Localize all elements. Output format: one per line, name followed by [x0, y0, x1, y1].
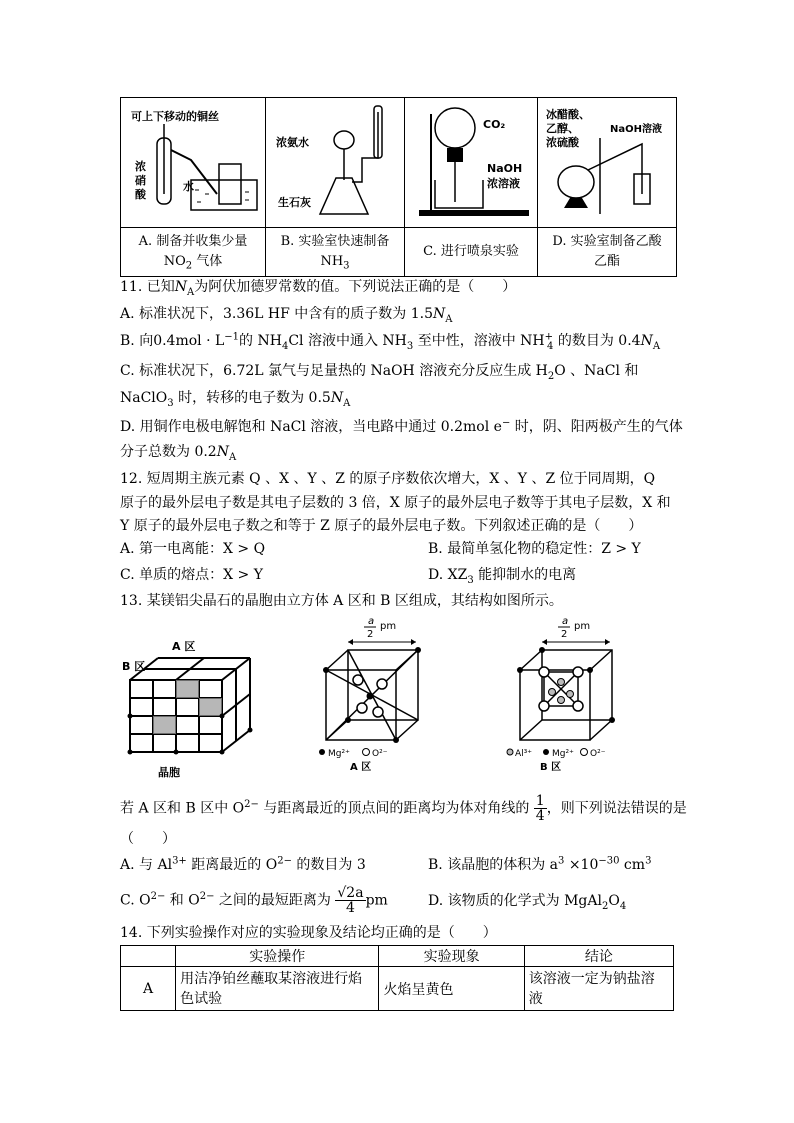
label-ethanol: 乙醇、 — [546, 122, 579, 135]
label-naoh-solution: NaOH溶液 — [610, 124, 662, 135]
q11-option-d-line2: 分子总数为 $0.2N_A$ — [120, 444, 237, 463]
q11-option-a: A. 标准状况下，3.36L HF 中含有的质子数为 $1.5N_A$ — [120, 306, 453, 325]
q11-option-c-line1: C. 标准状况下，6.72L 氯气与足量热的 NaOH 溶液充分反应生成 $H_2O$ 、NaCl 和 — [120, 363, 639, 382]
label-copper-wire: 可上下移动的铜丝 — [131, 110, 219, 123]
legend-al: Al³⁺ — [515, 749, 533, 759]
q14-header-phenomenon: 实验现象 — [379, 946, 524, 967]
q13-paren: （ ） — [120, 831, 176, 847]
q12-stem-line1: 12. 短周期主族元素 Q 、X 、Y 、Z 的原子序数依次增大，X 、Y 、Z 位于同周期，Q — [120, 471, 656, 487]
q14-row-phenomenon: 火焰呈黄色 — [379, 967, 524, 1011]
q11-option-d-line1: D. 用铜作电极电解饱和 NaCl 溶液，当电路中通过 0.2mol e− 时，阴、阳两极产生的气体 — [120, 417, 683, 435]
label-b-zone: B 区 — [122, 660, 146, 673]
q10-fig-b — [266, 98, 405, 228]
q13-fig-unit-cell — [118, 630, 258, 780]
label-ammonia: 浓氨水 — [276, 136, 309, 149]
q13-fig-a-zone — [306, 612, 426, 772]
dim-a-unit: pm — [380, 621, 397, 632]
q14-stem: 14. 下列实验操作对应的实验现象及结论均正确的是（ ） — [120, 925, 497, 941]
label-a-zone-caption: A 区 — [350, 762, 372, 772]
q13-stem: 13. 某镁铝尖晶石的晶胞由立方体 A 区和 B 区组成，其结构如图所示。 — [120, 593, 563, 609]
q14-row-operation: 用洁净铂丝蘸取某溶液进行焰 色试验 — [176, 967, 379, 1011]
q11-stem: 11. 已知$N_A$为阿伏加德罗常数的值。下列说法正确的是（ ） — [120, 279, 517, 298]
label-b-zone-caption: B 区 — [540, 762, 562, 772]
legend-mg: Mg²⁺ — [328, 749, 350, 759]
label-xiao: 硝 — [135, 174, 146, 187]
q12-option-a: A. 第一电离能：X > Q — [120, 541, 266, 557]
dim-a-num: a — [368, 616, 375, 627]
q10-fig-d — [538, 98, 677, 228]
legend-mg-b: Mg²⁺ — [552, 749, 574, 759]
q12-stem-line3: Y 原子的最外层电子数之和等于 Z 原子的最外层电子数。下列叙述正确的是（ ） — [120, 518, 643, 534]
q14-header-conclusion: 结论 — [524, 946, 673, 967]
label-suan: 酸 — [135, 188, 146, 201]
label-quicklime: 生石灰 — [278, 196, 311, 209]
q13-option-b: B. 该晶胞的体积为 $a^3 \times 10^{-30}$ $cm^3$ — [428, 855, 652, 873]
label-water: 水 — [183, 180, 194, 193]
label-acetic: 冰醋酸、 — [546, 108, 590, 121]
q10-caption-b: B. 实验室快速制备 $NH_3$ — [266, 228, 405, 277]
q10-caption-a: A. 制备并收集少量 $NO_2$ 气体 — [121, 228, 266, 277]
q10-caption-d: D. 实验室制备乙酸 乙酯 — [538, 228, 677, 277]
dim-a-den: 2 — [367, 629, 374, 640]
label-co2: CO₂ — [483, 118, 506, 131]
legend-o: O²⁻ — [372, 749, 388, 759]
label-nong: 浓 — [135, 160, 146, 173]
q12-option-b: B. 最简单氢化物的稳定性：Z > Y — [428, 541, 641, 557]
q14-row-label: A — [121, 967, 176, 1011]
label-sulfuric: 浓硫酸 — [546, 136, 579, 149]
label-unit-cell: 晶胞 — [158, 766, 180, 779]
q13-condition: 若 A 区和 B 区中 $O^{2-}$ 与距离最近的顶点间的距离均为体对角线的 $\frac{1}{4}$ ，则下列说法错误的是 — [120, 793, 687, 824]
q12-stem-line2: 原子的最外层电子数是其电子层数的 3 倍，X 原子的最外层电子数等于其电子层数，X 和 — [120, 495, 671, 511]
q12-option-c: C. 单质的熔点：X > Y — [120, 567, 263, 583]
dim-b-unit: pm — [574, 621, 591, 632]
q13-option-c: C. $O^{2-}$ 和 $O^{2-}$ 之间的最短距离为 $\frac{√2a}{4}$ pm — [120, 885, 388, 916]
label-a-zone: A 区 — [172, 640, 196, 653]
label-conc-solution: 浓溶液 — [487, 177, 520, 190]
q14-header-blank — [121, 946, 176, 967]
q11-option-c-line2: NaClO$_3$ 时，转移的电子数为 $0.5N_A$ — [120, 390, 351, 409]
legend-o-b: O²⁻ — [590, 749, 606, 759]
q13-option-a: A. 与 $Al^{3+}$ 距离最近的 $O^{2-}$ 的数目为 3 — [120, 855, 366, 873]
q10-fig-a — [121, 98, 266, 228]
q10-fig-c — [405, 98, 538, 228]
q14-row-conclusion: 该溶液一定为钠盐溶 液 — [524, 967, 673, 1011]
q12-option-d: D. $XZ_3$ 能抑制水的电离 — [428, 567, 577, 586]
q10-table — [120, 97, 677, 277]
q11-option-b: B. 向$0.4mol \cdot L^{-1}$的 $NH_4Cl$ 溶液中通入 $NH_3$ 至中性，溶液中 $NH^+_4$ 的数目为 $0.4N_A$ — [120, 331, 661, 352]
q14-header-operation: 实验操作 — [176, 946, 379, 967]
q13-option-d: D. 该物质的化学式为 $MgAl_2O_4$ — [428, 893, 627, 912]
q14-table — [120, 945, 674, 1011]
q10-caption-c: C. 进行喷泉实验 — [405, 228, 538, 277]
label-naoh: NaOH — [487, 162, 523, 175]
q13-fig-b-zone — [500, 612, 620, 772]
dim-b-num: a — [562, 616, 569, 627]
dim-b-den: 2 — [561, 629, 568, 640]
